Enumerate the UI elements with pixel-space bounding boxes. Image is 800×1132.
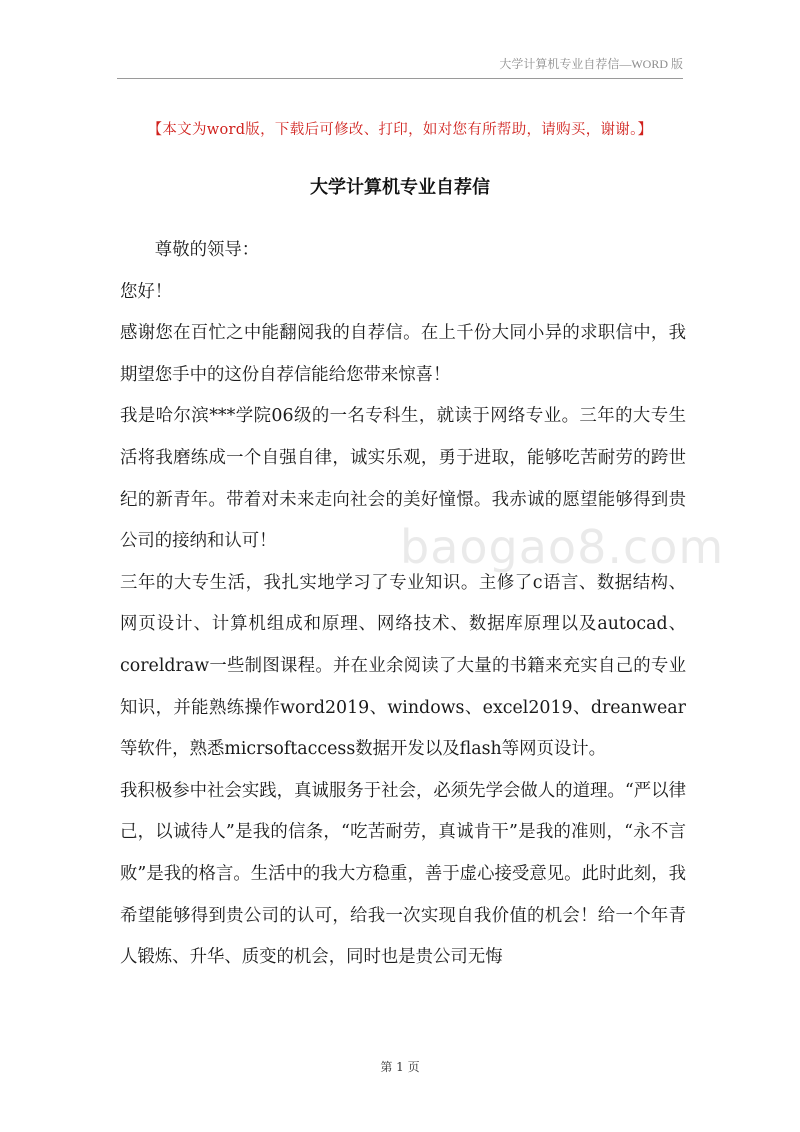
header-divider [117, 78, 683, 79]
letter-body [120, 230, 686, 979]
watermark: baogao8.com [400, 520, 725, 574]
paragraph-intro: 感谢您在百忙之中能翻阅我的自荐信。在上千份大同小异的求职信中，我期望您手中的这份自荐信能给您带来惊喜！ [120, 323, 686, 385]
paragraph-practice: 我积极参中社会实践，真诚服务于社会，必须先学会做人的道理。“严以律己，以诚待人”是我的信条，“吃苦耐劳，真诚肯干”是我的准则，“永不言败”是我的格言。生活中的我大方稳重，善于虚心接受意见。此时此刻，我希望能够得到贵公司的认可，给我一次实现自我价值的机会！给一个年青人锻炼、升华、质变的机会，同时也是贵公司无悔 [120, 780, 686, 968]
running-header: 大学计算机专业自荐信—WORD 版 [499, 57, 683, 71]
page-number: 第 1 页 [380, 1060, 420, 1074]
paragraph-skills: 三年的大专生活，我扎实地学习了专业知识。主修了c语言、数据结构、网页设计、计算机组成和原理、网络技术、数据库原理以及autocad、coreldraw一些制图课程。并在业余阅读了大量的书籍来充实自己的专业知识，并能熟练操作word2019、windows、excel2019、dreanwear等软件，熟悉micrsoftaccess数据开发以及flash等网页设计。 [120, 572, 686, 760]
salutation: 尊敬的领导： [154, 240, 260, 260]
greeting: 您好！ [120, 281, 173, 302]
document-title: 大学计算机专业自荐信 [310, 177, 490, 198]
download-notice: 【本文为word版，下载后可修改、打印，如对您有所帮助，请购买，谢谢。】 [147, 122, 653, 138]
paragraph-background: 我是哈尔滨***学院06级的一名专科生，就读于网络专业。三年的大专生活将我磨练成一个自强自律，诚实乐观，勇于进取，能够吃苦耐劳的跨世纪的新青年。带着对未来走向社会的美好憧憬。我赤诚的愿望能够得到贵公司的接纳和认可！ [120, 406, 686, 552]
